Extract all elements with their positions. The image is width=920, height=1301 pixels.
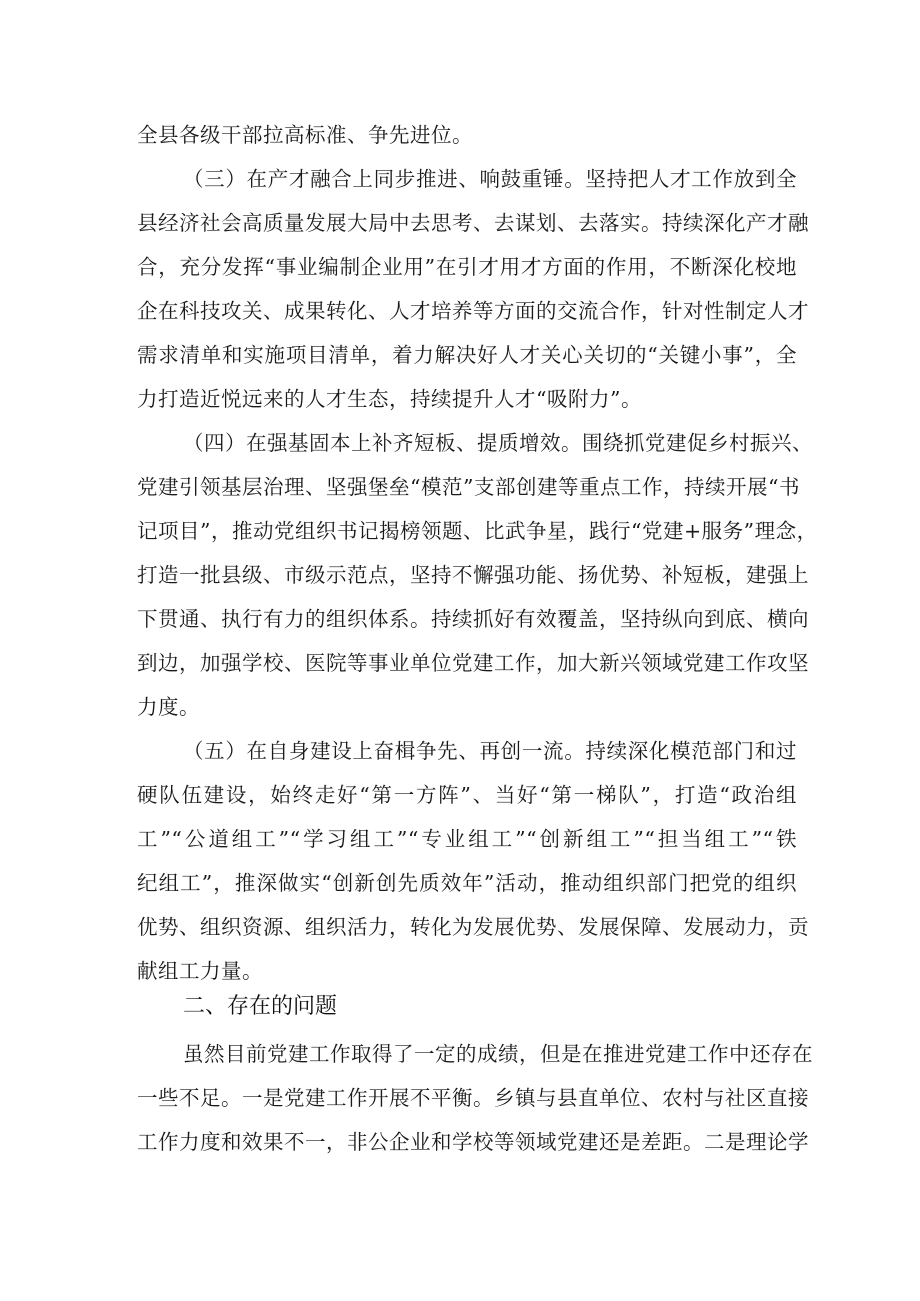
- paragraph-line: 到边，加强学校、医院等事业单位党建工作，加大新兴领域党建工作攻坚: [137, 651, 809, 675]
- paragraph-line: 合，充分发挥“事业编制企业用”在引才用才方面的作用，不断深化校地: [137, 255, 797, 279]
- paragraph-line: 优势、组织资源、组织活力，转化为发展优势、发展保障、发展动力，贡: [137, 915, 809, 939]
- paragraph-line: 力度。: [137, 695, 200, 719]
- paragraph-line: 记项目”，推动党组织书记揭榜领题、比武争星，践行“党建+服务”理念，: [137, 519, 818, 543]
- paragraph-line: （四）在强基固本上补齐短板、提质增效。围绕抓党建促乡村振兴、: [183, 431, 813, 455]
- paragraph-line: 党建引领基层治理、坚强堡垒“模范”支部创建等重点工作，持续开展“书: [137, 475, 800, 499]
- paragraph-line: 企在科技攻关、成果转化、人才培养等方面的交流合作，针对性制定人才: [137, 299, 809, 323]
- paragraph-line: 下贯通、执行有力的组织体系。持续抓好有效覆盖，坚持纵向到底、横向: [137, 607, 809, 631]
- paragraph-line: 县经济社会高质量发展大局中去思考、去谋划、去落实。持续深化产才融: [137, 211, 809, 235]
- paragraph-line: 需求清单和实施项目清单，着力解决好人才关心关切的“关键小事”，全: [137, 343, 797, 367]
- paragraph-line: 一些不足。一是党建工作开展不平衡。乡镇与县直单位、农村与社区直接: [137, 1086, 809, 1110]
- paragraph-line: 打造一批县级、市级示范点，坚持不懈强功能、扬优势、补短板，建强上: [137, 563, 809, 587]
- paragraph-line: 力打造近悦远来的人才生态，持续提升人才“吸附力”。: [137, 387, 642, 411]
- section-heading: 二、存在的问题: [183, 994, 338, 1019]
- paragraph-line: 工作力度和效果不一，非公企业和学校等领域党建还是差距。二是理论学: [137, 1130, 809, 1154]
- paragraph-line: 虽然目前党建工作取得了一定的成绩，但是在推进党建工作中还存在: [183, 1042, 813, 1066]
- paragraph-line: （三）在产才融合上同步推进、响鼓重锤。坚持把人才工作放到全: [183, 167, 797, 191]
- paragraph-line: 纪组工”，推深做实“创新创先质效年”活动，推动组织部门把党的组织: [137, 871, 797, 895]
- paragraph-line: 工”“公道组工”“学习组工”“专业组工”“创新组工”“担当组工”“铁: [137, 827, 797, 851]
- paragraph-line: 硬队伍建设，始终走好“第一方阵”、当好“第一梯队”，打造“政治组: [137, 783, 797, 807]
- paragraph-line: 献组工力量。: [137, 959, 263, 983]
- paragraph-line: （五）在自身建设上奋楫争先、再创一流。持续深化模范部门和过: [183, 739, 797, 763]
- paragraph-line: 全县各级干部拉高标准、争先进位。: [137, 123, 473, 147]
